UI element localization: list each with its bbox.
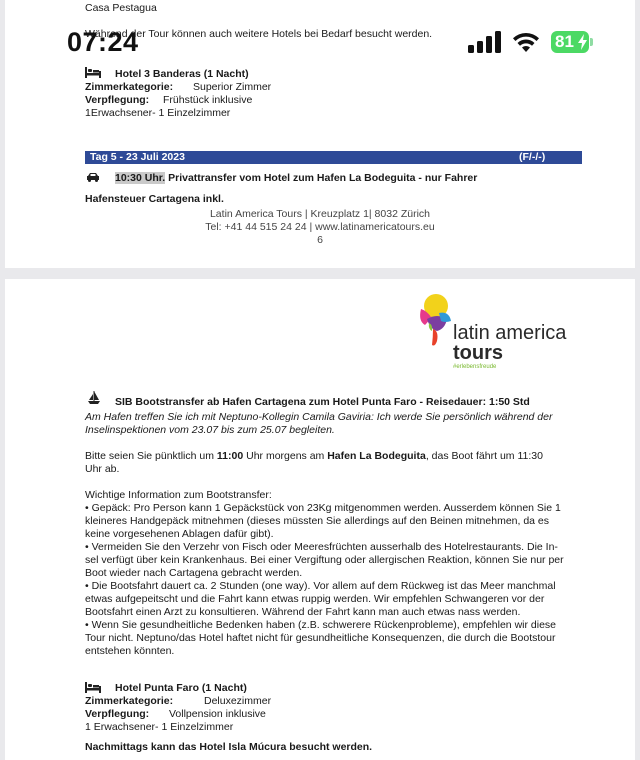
page-number: 6 [317, 234, 323, 246]
departure-port: Hafen La Bodeguita [327, 450, 426, 462]
day-header-band [85, 151, 582, 164]
guide-note-line1: Am Hafen treffen Sie ich mit Neptuno-Kollegin Camila Gaviria: Ich werde Sie persönlich während der [85, 411, 553, 423]
info-line: • Wenn Sie gesundheitliche Bedenken haben (z.B. schwerere Rückenprobleme), empfehlen wir diese [85, 619, 556, 631]
hotel-note: Während der Tour können auch weitere Hotels bei Bedarf besucht werden. [85, 28, 433, 40]
transfer-time: 10:30 Uhr. [115, 172, 166, 184]
day-label: Tag 5 - 23 Juli 2023 [90, 151, 185, 163]
room-category-value: Superior Zimmer [193, 81, 272, 93]
room-category-label: Zimmerkategorie: [85, 81, 174, 93]
hotel-name: Hotel Punta Faro (1 Nacht) [115, 682, 247, 694]
sailboat-icon [88, 391, 100, 405]
logo-wordmark-line1: latin america [453, 322, 567, 344]
info-line: kleineres Handgepäck mitnehmen (dieses müssten Sie allerdings auf den Beinen mitnehmen, da es [85, 515, 550, 527]
info-line: Tour nicht. Neptuno/das Hotel haftet nicht für gesundheitliche Konsequenzen, die durch die Bootstour [85, 632, 556, 644]
bed-icon [85, 681, 101, 693]
room-category-value: Deluxezimmer [204, 695, 272, 707]
info-line: • Die Bootsfahrt dauert ca. 2 Stunden (one way). Vor allem auf dem Rückweg ist das Meer manchmal [85, 580, 556, 592]
board-label: Verpflegung: [85, 94, 150, 106]
afternoon-note: Nachmittags kann das Hotel Isla Múcura besucht werden. [85, 741, 373, 753]
occupancy: 1Erwachsener- 1 Einzelzimmer [85, 107, 231, 119]
info-line: Wichtige Information zum Bootstransfer: [85, 489, 272, 501]
punctuality-line1 [85, 450, 543, 463]
transfer-text: Privattransfer vom Hotel zum Hafen La Bodeguita - nur Fahrer [165, 172, 478, 184]
document-page-6 [5, 0, 635, 268]
info-line: sel verfügt über kein Krankenhaus. Bei einer Vergiftung oder allergischen Reaktion, können Sie nur per [85, 554, 564, 566]
info-line: Bootsfahrt einen Arzt zu konsultieren. Während der Fahrt kann man auch etwas nass werden. [85, 606, 521, 618]
punctual-text: , das Boot fährt um 11:30 [425, 450, 543, 462]
logo-tagline: #erlebensfreude [453, 364, 497, 370]
meal-code: (F/-/-) [519, 151, 546, 163]
status-time: 07:24 [67, 27, 139, 57]
footer-address: Latin America Tours | Kreuzplatz 1| 8032 Zürich [209, 208, 431, 220]
info-line: entstehen könnten. [85, 645, 175, 657]
punctuality-line2: Uhr ab. [85, 463, 120, 475]
document-page-7 [5, 279, 635, 760]
occupancy: 1 Erwachsener- 1 Einzelzimmer [85, 721, 234, 733]
hotel-list-item: Casa Pestagua [85, 2, 157, 14]
bed-icon [85, 66, 101, 78]
logo-wordmark-line2: tours [453, 342, 503, 364]
car-icon [86, 172, 100, 182]
room-category-label: Zimmerkategorie: [85, 695, 174, 707]
transfer-line [115, 172, 477, 185]
board-value: Vollpension inklusive [169, 708, 266, 720]
boat-transfer-title: SIB Bootstransfer ab Hafen Cartagena zum Hotel Punta Faro - Reisedauer: 1:50 Std [115, 396, 530, 408]
hotel-name: Hotel 3 Banderas (1 Nacht) [115, 68, 249, 80]
punctual-text: Uhr morgens am [243, 450, 328, 462]
port-tax: Hafensteuer Cartagena inkl. [85, 193, 224, 205]
info-line: • Vermeiden Sie den Verzehr von Fisch oder Meeresfrüchten ausserhalb des Hotelrestaurants. Die In- [85, 541, 558, 553]
departure-time: 11:00 [216, 450, 244, 462]
info-line: etwas aufgepeitscht und die Fahrt kann etwas ruppig werden. Wir empfehlen Schwangeren vor der [85, 593, 545, 605]
info-line: keine vorgesehenen Ablagen dafür gibt). [85, 528, 274, 540]
info-line: • Gepäck: Pro Person kann 1 Gepäckstück von 23Kg mitgenommen werden. Ausserdem können Sie 1 [85, 502, 561, 514]
guide-note-line2: Inselinspektionen vom 23.07 bis zum 25.07 begleiten. [85, 424, 335, 436]
footer-contact: Tel: +41 44 515 24 24 | www.latinamericatours.eu [205, 221, 435, 233]
battery-level: 81 [555, 32, 574, 51]
board-label: Verpflegung: [85, 708, 150, 720]
punctual-text: Bitte seien Sie pünktlich um [85, 450, 217, 462]
board-value: Frühstück inklusive [163, 94, 253, 106]
info-line: Boot wieder nach Cartagena gebracht werden. [85, 567, 303, 579]
